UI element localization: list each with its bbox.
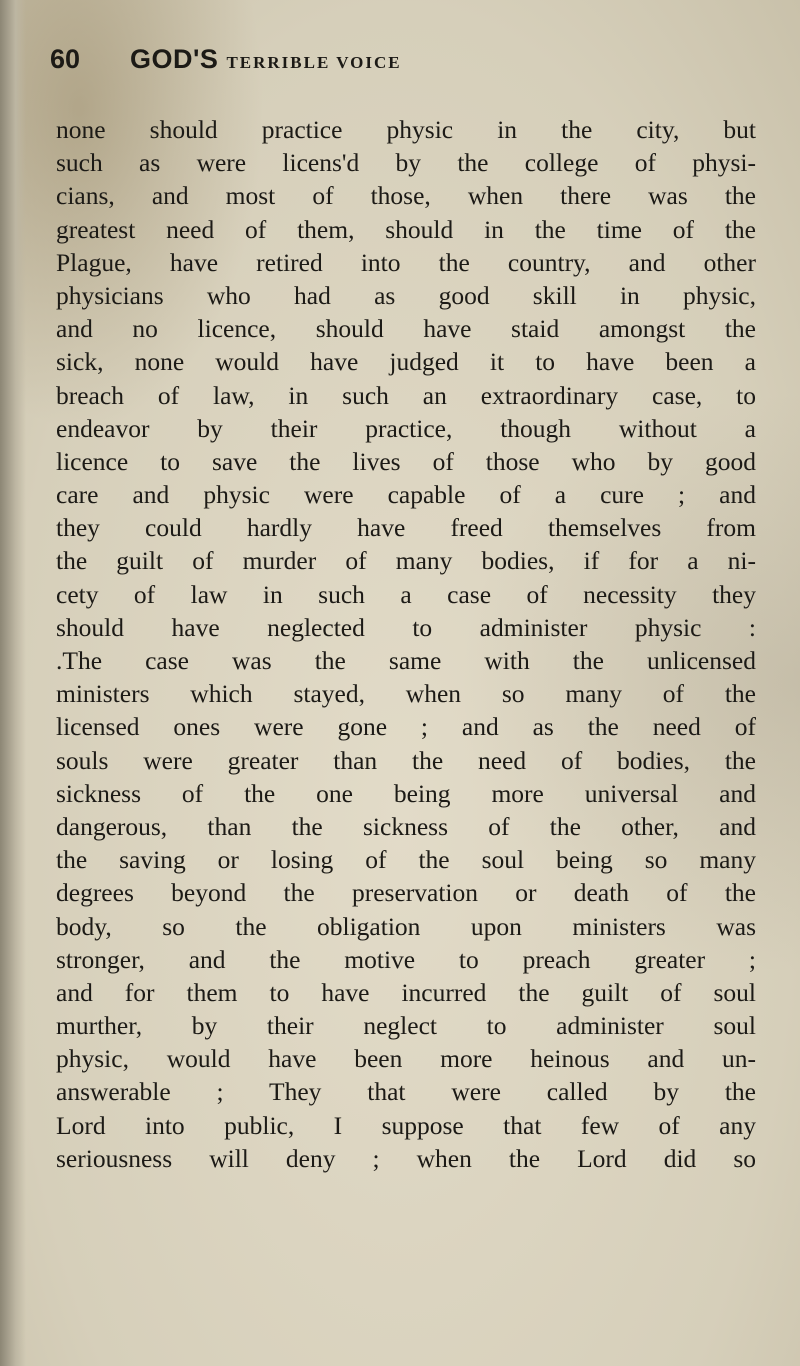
page-number: 60 bbox=[50, 44, 81, 74]
text-line: seriousness will deny ; when the Lord did so bbox=[56, 1143, 756, 1173]
text-line: none should practice physic in the city, but bbox=[56, 115, 756, 144]
text-line: such as were licens'd by the college of physi- bbox=[56, 148, 756, 178]
text-line: physic, would have been more heinous and un- bbox=[56, 1044, 756, 1074]
text-line: souls were greater than the need of bodies, the bbox=[56, 745, 756, 775]
text-line: greatest need of them, should in the time of the bbox=[56, 214, 756, 244]
text-line: dangerous, than the sickness of the other, and bbox=[56, 811, 756, 841]
text-line: licensed ones were gone ; and as the need of bbox=[56, 712, 756, 742]
text-line: and no licence, should have staid amongst the bbox=[56, 314, 756, 344]
page-gutter-shadow bbox=[0, 0, 26, 1366]
page-header bbox=[50, 44, 750, 84]
text-line: they could hardly have freed themselves from bbox=[56, 513, 756, 543]
text-line: endeavor by their practice, though without a bbox=[56, 413, 756, 443]
text-line: cety of law in such a case of necessity they bbox=[56, 579, 756, 609]
text-line: care and physic were capable of a cure ; and bbox=[56, 480, 756, 510]
text-line: the saving or losing of the soul being so many bbox=[56, 845, 756, 875]
text-line: breach of law, in such an extraordinary case, to bbox=[56, 380, 756, 410]
text-line: and for them to have incurred the guilt of soul bbox=[56, 977, 756, 1007]
text-line: the guilt of murder of many bodies, if for a ni- bbox=[56, 546, 756, 576]
text-line: .The case was the same with the unlicensed bbox=[56, 646, 756, 675]
text-line: should have neglected to administer physic : bbox=[56, 612, 756, 642]
running-head-large: GOD'S bbox=[130, 44, 227, 74]
text-line: answerable ; They that were called by the bbox=[56, 1077, 756, 1107]
running-head bbox=[130, 44, 402, 75]
text-line: sickness of the one being more universal and bbox=[56, 778, 756, 808]
text-line: ministers which stayed, when so many of the bbox=[56, 679, 756, 709]
text-line: Plague, have retired into the country, and other bbox=[56, 247, 756, 277]
text-line: Lord into public, I suppose that few of any bbox=[56, 1110, 756, 1140]
running-head-small: TERRIBLE VOICE bbox=[226, 53, 402, 72]
body-text bbox=[56, 113, 756, 1175]
text-line: body, so the obligation upon ministers was bbox=[56, 911, 756, 941]
text-line: sick, none would have judged it to have been a bbox=[56, 347, 756, 377]
text-line: physicians who had as good skill in physic, bbox=[56, 280, 756, 310]
text-line: degrees beyond the preservation or death of the bbox=[56, 878, 756, 908]
text-line: cians, and most of those, when there was the bbox=[56, 181, 756, 211]
text-line: stronger, and the motive to preach greater ; bbox=[56, 944, 756, 974]
text-line: murther, by their neglect to administer soul bbox=[56, 1011, 756, 1041]
text-line: licence to save the lives of those who by good bbox=[56, 446, 756, 476]
